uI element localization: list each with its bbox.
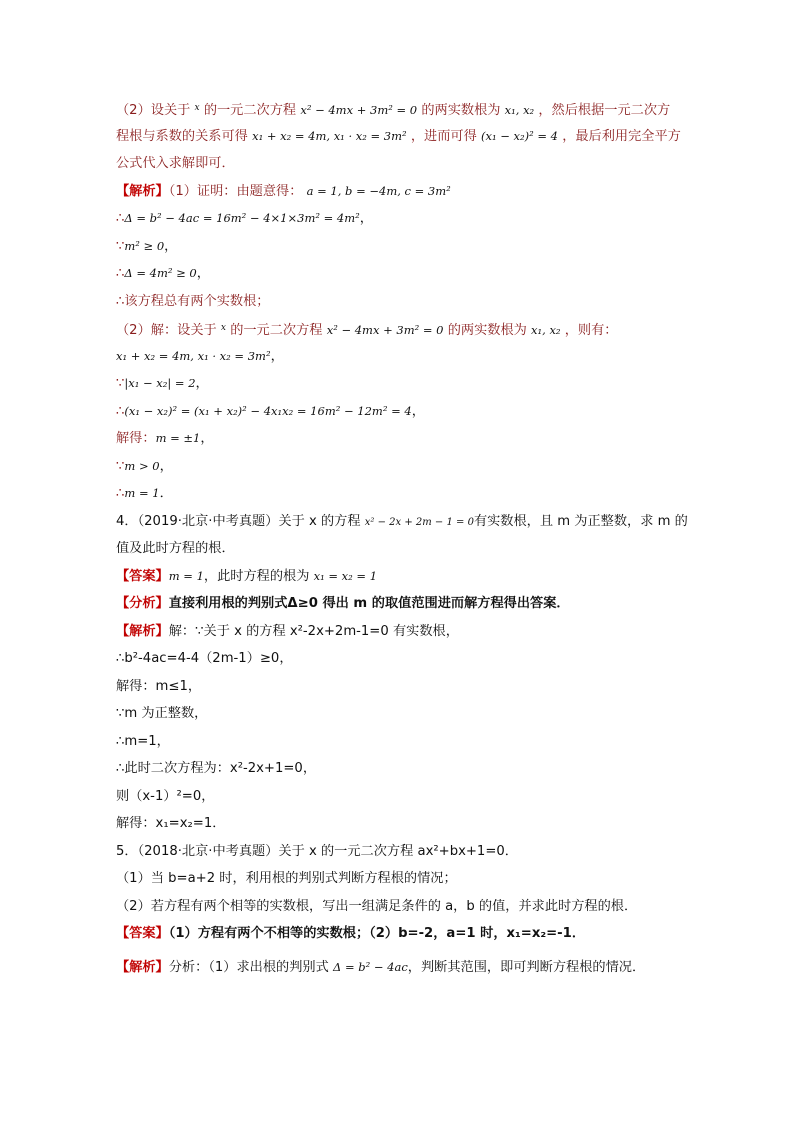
text-span: ，此时方程的根为 (203, 568, 310, 584)
math-delta: Δ = 4m² ≥ 0 (124, 266, 197, 280)
text-span: ∴m=1， (116, 733, 170, 749)
answer-line (116, 563, 686, 591)
solution-line (116, 755, 686, 783)
answer-label: 【答案】 (116, 926, 169, 941)
text-line: ∵m > 0， (116, 458, 173, 474)
math-roots: x₁, x₂ (504, 103, 535, 117)
text-span: ∴b²-4ac=4-4（2m-1）≥0， (116, 651, 293, 666)
text-line: ∴(x₁ − x₂)² = (x₁ + x₂)² − 4x₁x₂ = 16m² − 12m² = 4， (116, 403, 425, 419)
text-line: ∵m² ≥ 0， (116, 238, 178, 254)
question-5-header (116, 838, 686, 866)
text-line (116, 535, 686, 563)
document-page (116, 95, 686, 981)
jiexi-label: 【解析】 (116, 183, 169, 199)
solution-line (116, 783, 686, 811)
math-coefficients: a = 1, b = −4m, c = 3m² (306, 183, 451, 198)
math-discriminant: Δ = b² − 4ac (333, 959, 408, 974)
text-span: 解得：m≤1， (116, 678, 202, 694)
text-line: ∴m = 1． (116, 486, 173, 501)
solution-line (116, 645, 686, 673)
text-span: ∴该方程总有两个实数根； (116, 293, 270, 309)
text-span: 解：∵关于 x 的方程 x²-2x+2m-1=0 有实数根， (168, 623, 459, 639)
therefore-symbol: ∴ (116, 403, 125, 419)
solution-line (116, 673, 686, 701)
therefore-symbol: ∴ (116, 211, 125, 226)
answer-label: 【答案】 (116, 568, 169, 584)
text-span: （1）证明：由题意得： (168, 183, 303, 199)
math-diff-square: (x₁ − x₂)² = 4 (480, 128, 558, 143)
text-span: 5．（2018·北京·中考真题）关于 x 的一元二次方程 ax²+bx+1=0． (116, 843, 518, 859)
text-line (116, 893, 686, 921)
text-span: 解得： (116, 431, 156, 446)
text-span: 的一元二次方程 (203, 103, 297, 118)
analysis-line (116, 954, 686, 982)
math-equation: x² − 4mx + 3m² = 0 (326, 323, 444, 337)
text-span: （1）当 b=a+2 时，利用根的判别式判断方程根的情况； (116, 871, 457, 886)
math-var: x (194, 103, 200, 113)
text-span: 的两实数根为 (421, 103, 501, 118)
text-span: 则（x-1）²=0， (116, 788, 215, 804)
text-line (116, 178, 686, 206)
text-span: ∵m 为正整数， (116, 706, 208, 721)
text-line: 解得：m = ±1， (116, 431, 214, 446)
because-symbol: ∵ (116, 376, 125, 391)
math-equation: x² − 2x + 2m − 1 = 0 (364, 516, 474, 528)
because-symbol: ∵ (116, 458, 125, 474)
math-roots: x₁, x₂ (531, 323, 561, 337)
text-line (116, 315, 686, 343)
analysis-label: 【分析】 (116, 596, 169, 611)
text-span: ，进而可得 (410, 128, 477, 144)
math-vieta: x₁ + x₂ = 4m, x₁ · x₂ = 3m² (116, 348, 271, 363)
text-span: 分析：（1）求出根的判别式 (168, 959, 329, 975)
text-span: 直接利用根的判别式Δ≥0 得出 m 的取值范围进而解方程得出答案． (168, 596, 570, 611)
math-delta: Δ = b² − 4ac = 16m² − 4×1×3m² = 4m² (124, 211, 360, 225)
jiexi-label: 【解析】 (116, 623, 169, 639)
text-span: （2）设关于 (116, 103, 191, 118)
text-span: 有实数根，且 m 为正整数，求 m 的 (473, 513, 688, 529)
text-span: 程根与系数的关系可得 (116, 128, 248, 144)
text-line: ∵|x₁ − x₂| = 2， (116, 376, 209, 391)
math-expansion: (x₁ − x₂)² = (x₁ + x₂)² − 4x₁x₂ = 16m² − 12m² = 4 (124, 403, 412, 418)
math-answer: m = 1 (168, 568, 204, 583)
text-span: 的两实数根为 (447, 323, 527, 338)
text-span: （2）解：设关于 (116, 323, 217, 338)
text-span: ，最后利用完全平方 (562, 128, 681, 144)
text-span: ，判断其范围，即可判断方程根的情况． (407, 959, 646, 975)
math-condition: m > 0 (124, 458, 160, 473)
text-line (116, 123, 686, 151)
text-span: （2）若方程有两个相等的实数根，写出一组满足条件的 a，b 的值，并求此时方程的根． (116, 898, 638, 914)
text-span: （1）方程有两个不相等的实数根；（2）b=-2，a=1 时，x₁=x₂=-1． (168, 926, 586, 941)
text-line: ∴Δ = 4m² ≥ 0， (116, 266, 210, 281)
text-line: x₁ + x₂ = 4m, x₁ · x₂ = 3m²， (116, 348, 284, 364)
text-line (116, 95, 686, 123)
math-m-square: m² ≥ 0 (124, 238, 165, 253)
solution-line (116, 728, 686, 756)
text-span: ，则有： (564, 323, 618, 338)
text-span: 值及此时方程的根． (116, 541, 235, 556)
because-symbol: ∵ (116, 238, 125, 254)
text-span: ∴此时二次方程为：x²-2x+1=0， (116, 761, 317, 776)
text-span: 公式代入求解即可． (116, 156, 235, 171)
answer-line (116, 920, 686, 948)
math-var: x (220, 323, 226, 333)
text-span: 4．（2019·北京·中考真题）关于 x 的方程 (116, 513, 361, 529)
math-vieta: x₁ + x₂ = 4m, x₁ · x₂ = 3m² (252, 128, 407, 143)
question-4-header (116, 508, 686, 536)
math-result: m = 1 (124, 486, 160, 500)
math-solution: m = ±1 (155, 431, 201, 445)
solution-line (116, 618, 686, 646)
math-abs-diff: |x₁ − x₂| = 2 (124, 376, 196, 390)
text-line: ∴Δ = b² − 4ac = 16m² − 4×1×3m² = 4m²， (116, 211, 373, 226)
math-answer-roots: x₁ = x₂ = 1 (313, 568, 378, 583)
math-equation: x² − 4mx + 3m² = 0 (300, 103, 418, 117)
solution-line (116, 700, 686, 728)
text-span: 解得：x₁=x₂=1． (116, 816, 226, 831)
analysis-line (116, 590, 686, 618)
text-span: 的一元二次方程 (230, 323, 323, 338)
solution-line (116, 810, 686, 838)
text-line (116, 865, 686, 893)
text-span: ，然后根据一元二次方 (538, 103, 671, 118)
therefore-symbol: ∴ (116, 266, 125, 281)
jiexi-label: 【解析】 (116, 959, 169, 975)
therefore-symbol: ∴ (116, 486, 125, 501)
text-line (116, 150, 686, 178)
text-line (116, 288, 686, 316)
